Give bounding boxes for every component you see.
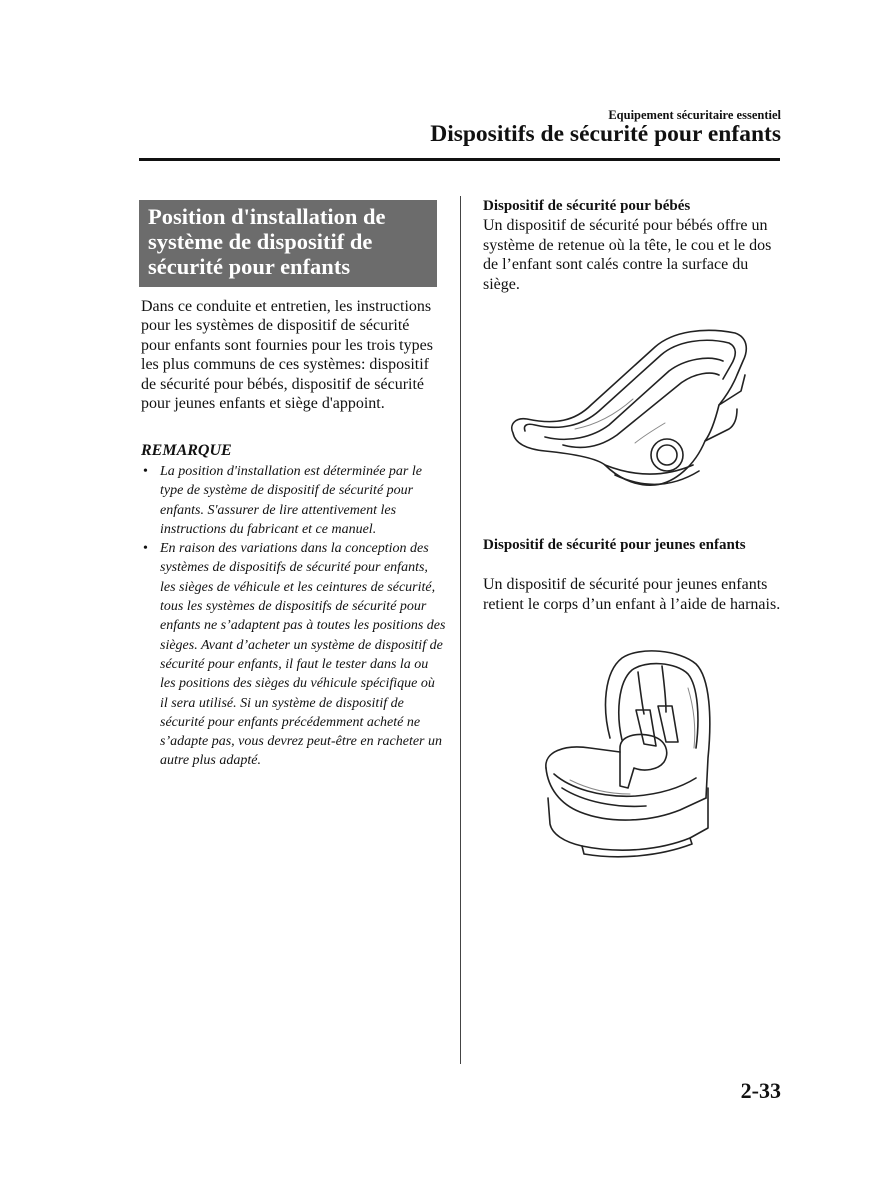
infant-seat-text: Un dispositif de sécurité pour bébés offre un système de retenue où la tête, le cou et le dos de l’enfant sont calés contre la surface du siège. [483, 217, 772, 293]
note-text: En raison des variations dans la conception des systèmes de dispositifs de sécurité pour enfants, les sièges de véhicule et les ceintures de sécurité, tous les systèmes de dispositifs de sécurité pour enfants ne s’adaptent pas à toutes les positions des sièges. Avant d’acheter un système de dispositif de sécurité pour enfants, il faut le tester dans la ou les positions des sièges du véhicule spécifique où il sera utilisé. Si un système de dispositif de sécurité pour enfants précédemment acheté ne s’adapte pas, vous devrez peut-être en racheter un autre plus adapté. [160, 541, 446, 769]
section-heading: Position d'installation de système de dispositif de sécurité pour enfants [148, 204, 386, 279]
note-item [141, 462, 446, 539]
infant-carrier-illustration [505, 325, 750, 495]
section-label: Equipement sécuritaire essentiel [608, 108, 781, 122]
page-title: Dispositifs de sécurité pour enfants [430, 121, 781, 147]
bullet-icon: • [143, 541, 148, 557]
note-item [141, 539, 446, 771]
toddler-seat-text: Un dispositif de sécurité pour jeunes enfants retient le corps d’un enfant à l’aide de harnais. [483, 576, 781, 613]
column-divider [460, 196, 461, 1064]
intro-paragraph: Dans ce conduite et entretien, les instructions pour les systèmes de dispositif de sécurité pour enfants sont fournies pour les trois types les plus communs de ces systèmes: dispositif de sécurité pour bébés, dispositif de sécurité pour jeunes enfants et siège d'appoint. [141, 298, 433, 413]
section-heading-box [139, 200, 437, 287]
bullet-icon: • [143, 464, 148, 479]
note-title: REMARQUE [141, 442, 232, 459]
infant-seat-heading: Dispositif de sécurité pour bébés [483, 198, 691, 214]
toddler-seat-heading: Dispositif de sécurité pour jeunes enfants [483, 537, 746, 553]
toddler-seat-illustration [540, 648, 715, 858]
header-rule [139, 158, 780, 161]
note-list [141, 462, 446, 771]
note-text: La position d'installation est déterminée par le type de système de dispositif de sécurité pour enfants. S'assurer de lire attentivement les instructions du fabricant et ce manuel. [160, 464, 422, 537]
page-number: 2-33 [740, 1078, 781, 1103]
